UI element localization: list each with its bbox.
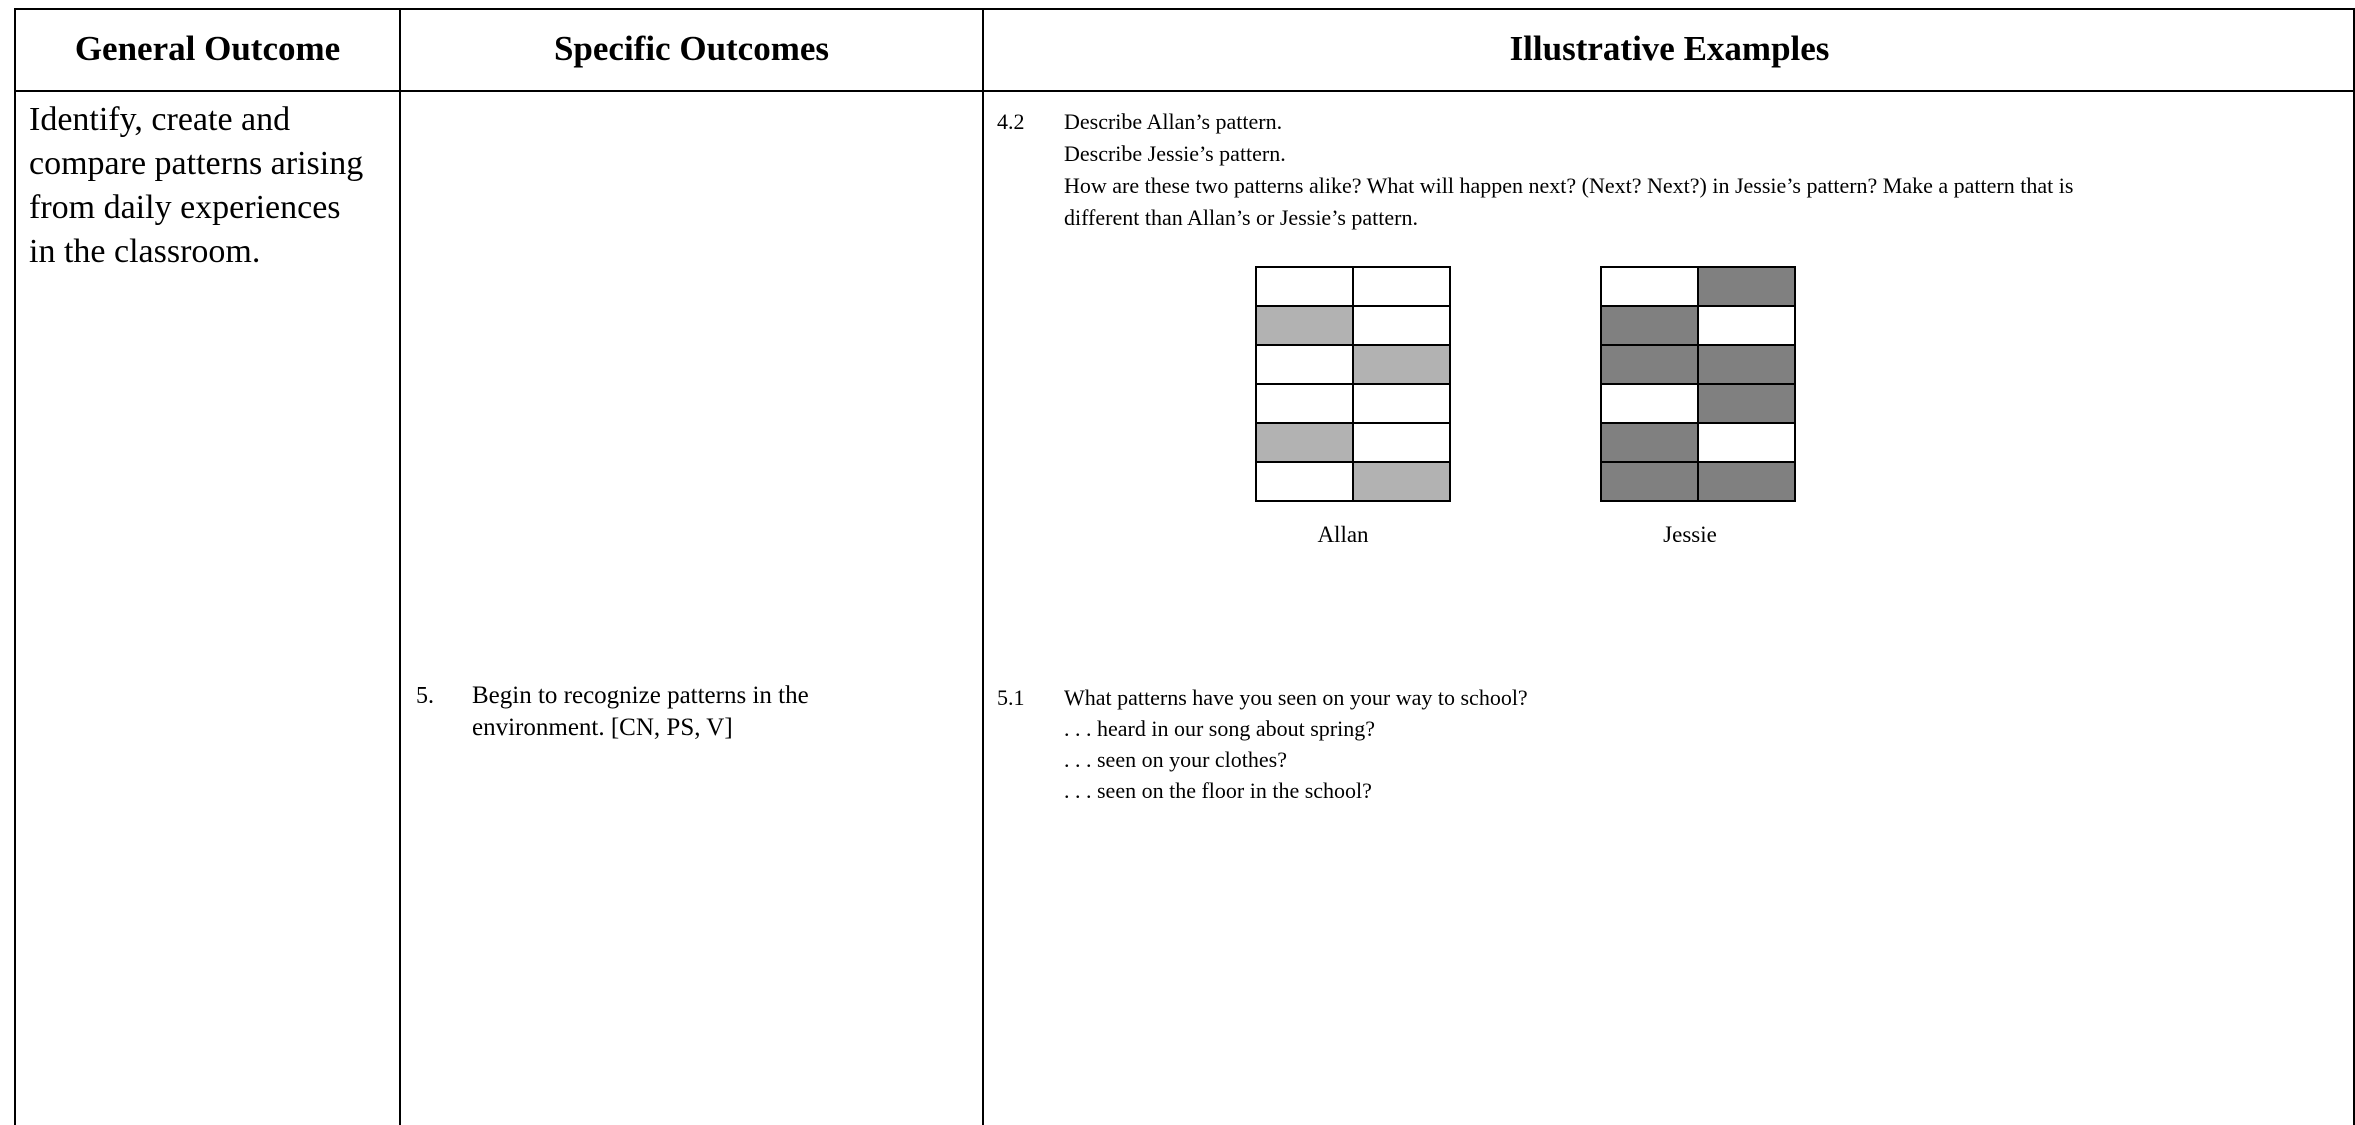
example-5-1-line: . . . seen on the floor in the school? bbox=[1064, 778, 1372, 803]
specific-outcome-5-line: Begin to recognize patterns in the bbox=[472, 682, 809, 709]
jessie-pattern-grid bbox=[1600, 266, 1796, 502]
allan-grid-row bbox=[1256, 345, 1450, 384]
jessie-grid-cell-shaded bbox=[1698, 345, 1795, 384]
allan-grid-row bbox=[1256, 462, 1450, 501]
jessie-grid-cell-blank bbox=[1698, 423, 1795, 462]
allan-pattern-grid bbox=[1255, 266, 1451, 502]
jessie-grid-cell-blank bbox=[1601, 267, 1698, 306]
jessie-grid-cell-shaded bbox=[1601, 423, 1698, 462]
specific-outcome-5-number: 5. bbox=[416, 683, 434, 709]
allan-grid-row bbox=[1256, 306, 1450, 345]
header-general-outcome: General Outcome bbox=[74, 29, 341, 68]
specific-outcome-5-text bbox=[472, 680, 972, 744]
allan-grid-cell-blank bbox=[1256, 384, 1353, 423]
allan-grid-cell-blank bbox=[1353, 267, 1450, 306]
header-specific-outcomes: Specific Outcomes bbox=[553, 29, 830, 68]
allan-grid-cell-blank bbox=[1353, 384, 1450, 423]
header-illustrative-examples: Illustrative Examples bbox=[1509, 29, 1830, 68]
example-5-1-number: 5.1 bbox=[997, 685, 1025, 710]
allan-grid-cell-blank bbox=[1256, 462, 1353, 501]
example-4-2-number: 4.2 bbox=[997, 109, 1025, 134]
jessie-grid-row bbox=[1601, 384, 1795, 423]
jessie-grid-row bbox=[1601, 306, 1795, 345]
example-5-1-line: What patterns have you seen on your way to school? bbox=[1064, 685, 1528, 710]
allan-grid-cell-shaded bbox=[1256, 423, 1353, 462]
allan-grid-cell-shaded bbox=[1353, 462, 1450, 501]
allan-grid-row bbox=[1256, 267, 1450, 306]
general-outcome-text: Identify, create and compare patterns arising from daily experiences in the classroom. bbox=[29, 101, 364, 270]
example-5-1-text bbox=[1064, 682, 2064, 806]
column-divider-2 bbox=[982, 8, 984, 1125]
allan-grid-cell-blank bbox=[1256, 267, 1353, 306]
jessie-grid-cell-shaded bbox=[1601, 306, 1698, 345]
specific-outcome-5-line: environment. [CN, PS, V] bbox=[472, 714, 733, 741]
example-4-2-line: How are these two patterns alike? What will happen next? (Next? Next?) in Jessie’s pattern? Make a pattern that is bbox=[1064, 173, 2074, 198]
jessie-grid-cell-shaded bbox=[1601, 462, 1698, 501]
jessie-grid-cell-blank bbox=[1698, 306, 1795, 345]
jessie-label: Jessie bbox=[1663, 522, 1717, 547]
allan-grid-cell-blank bbox=[1256, 345, 1353, 384]
example-5-1-line: . . . seen on your clothes? bbox=[1064, 747, 1287, 772]
jessie-grid-cell-shaded bbox=[1698, 267, 1795, 306]
jessie-grid-row bbox=[1601, 345, 1795, 384]
jessie-grid-cell-shaded bbox=[1601, 345, 1698, 384]
jessie-grid-cell-shaded bbox=[1698, 462, 1795, 501]
column-divider-1 bbox=[399, 8, 401, 1125]
example-4-2-line: Describe Allan’s pattern. bbox=[1064, 109, 1283, 134]
jessie-grid-cell-shaded bbox=[1698, 384, 1795, 423]
header-divider bbox=[14, 90, 2355, 92]
jessie-grid-row bbox=[1601, 267, 1795, 306]
allan-grid-cell-shaded bbox=[1256, 306, 1353, 345]
allan-grid-row bbox=[1256, 384, 1450, 423]
example-4-2-line: different than Allan’s or Jessie’s pattern. bbox=[1064, 205, 1418, 230]
allan-grid-cell-shaded bbox=[1353, 345, 1450, 384]
jessie-grid-row bbox=[1601, 462, 1795, 501]
jessie-grid-row bbox=[1601, 423, 1795, 462]
allan-label: Allan bbox=[1317, 522, 1369, 547]
example-4-2-text bbox=[1064, 106, 2344, 234]
jessie-grid-cell-blank bbox=[1601, 384, 1698, 423]
allan-grid-row bbox=[1256, 423, 1450, 462]
allan-grid-cell-blank bbox=[1353, 306, 1450, 345]
example-4-2-line: Describe Jessie’s pattern. bbox=[1064, 141, 1286, 166]
example-5-1-line: . . . heard in our song about spring? bbox=[1064, 716, 1375, 741]
allan-grid-cell-blank bbox=[1353, 423, 1450, 462]
